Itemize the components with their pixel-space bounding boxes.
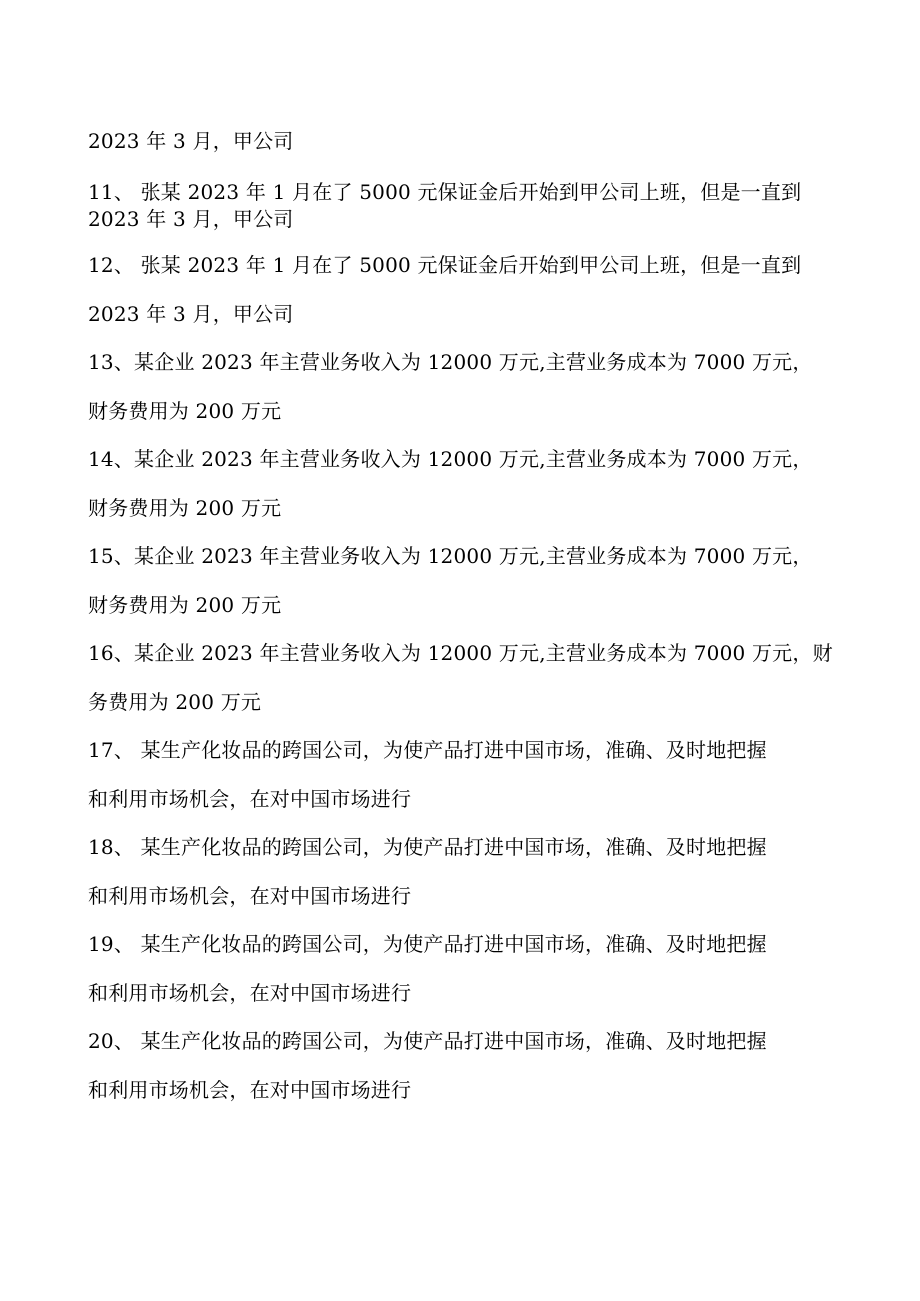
text-line: 2023 年 3 月，甲公司 bbox=[88, 207, 294, 231]
text-line: 15、某企业 2023 年主营业务收入为 12000 万元,主营业务成本为 7000 万元， bbox=[88, 544, 813, 568]
text-line: 14、某企业 2023 年主营业务收入为 12000 万元,主营业务成本为 7000 万元， bbox=[88, 447, 813, 471]
text-line: 财务费用为 200 万元 bbox=[88, 593, 282, 617]
text-line: 12、 张某 2023 年 1 月在了 5000 元保证金后开始到甲公司上班，但是一直到 bbox=[88, 253, 802, 277]
text-line: 务费用为 200 万元 bbox=[88, 690, 262, 714]
text-line: 和利用市场机会，在对中国市场进行 bbox=[88, 787, 412, 811]
text-line: 2023 年 3 月，甲公司 bbox=[88, 302, 294, 326]
text-line: 19、 某生产化妆品的跨国公司，为使产品打进中国市场，准确、及时地把握 bbox=[88, 932, 767, 956]
text-line: 11、 张某 2023 年 1 月在了 5000 元保证金后开始到甲公司上班，但是一直到 bbox=[88, 180, 802, 204]
text-line: 18、 某生产化妆品的跨国公司，为使产品打进中国市场，准确、及时地把握 bbox=[88, 835, 767, 859]
text-line: 17、 某生产化妆品的跨国公司，为使产品打进中国市场，准确、及时地把握 bbox=[88, 738, 767, 762]
text-line: 13、某企业 2023 年主营业务收入为 12000 万元,主营业务成本为 7000 万元， bbox=[88, 350, 813, 374]
text-line: 财务费用为 200 万元 bbox=[88, 496, 282, 520]
text-line: 20、 某生产化妆品的跨国公司，为使产品打进中国市场，准确、及时地把握 bbox=[88, 1029, 767, 1053]
text-line: 财务费用为 200 万元 bbox=[88, 399, 282, 423]
text-line: 16、某企业 2023 年主营业务收入为 12000 万元,主营业务成本为 7000 万元，财 bbox=[88, 641, 833, 665]
text-line: 和利用市场机会，在对中国市场进行 bbox=[88, 884, 412, 908]
text-line: 2023 年 3 月，甲公司 bbox=[88, 129, 294, 153]
text-line: 和利用市场机会，在对中国市场进行 bbox=[88, 981, 412, 1005]
text-line: 和利用市场机会，在对中国市场进行 bbox=[88, 1078, 412, 1102]
